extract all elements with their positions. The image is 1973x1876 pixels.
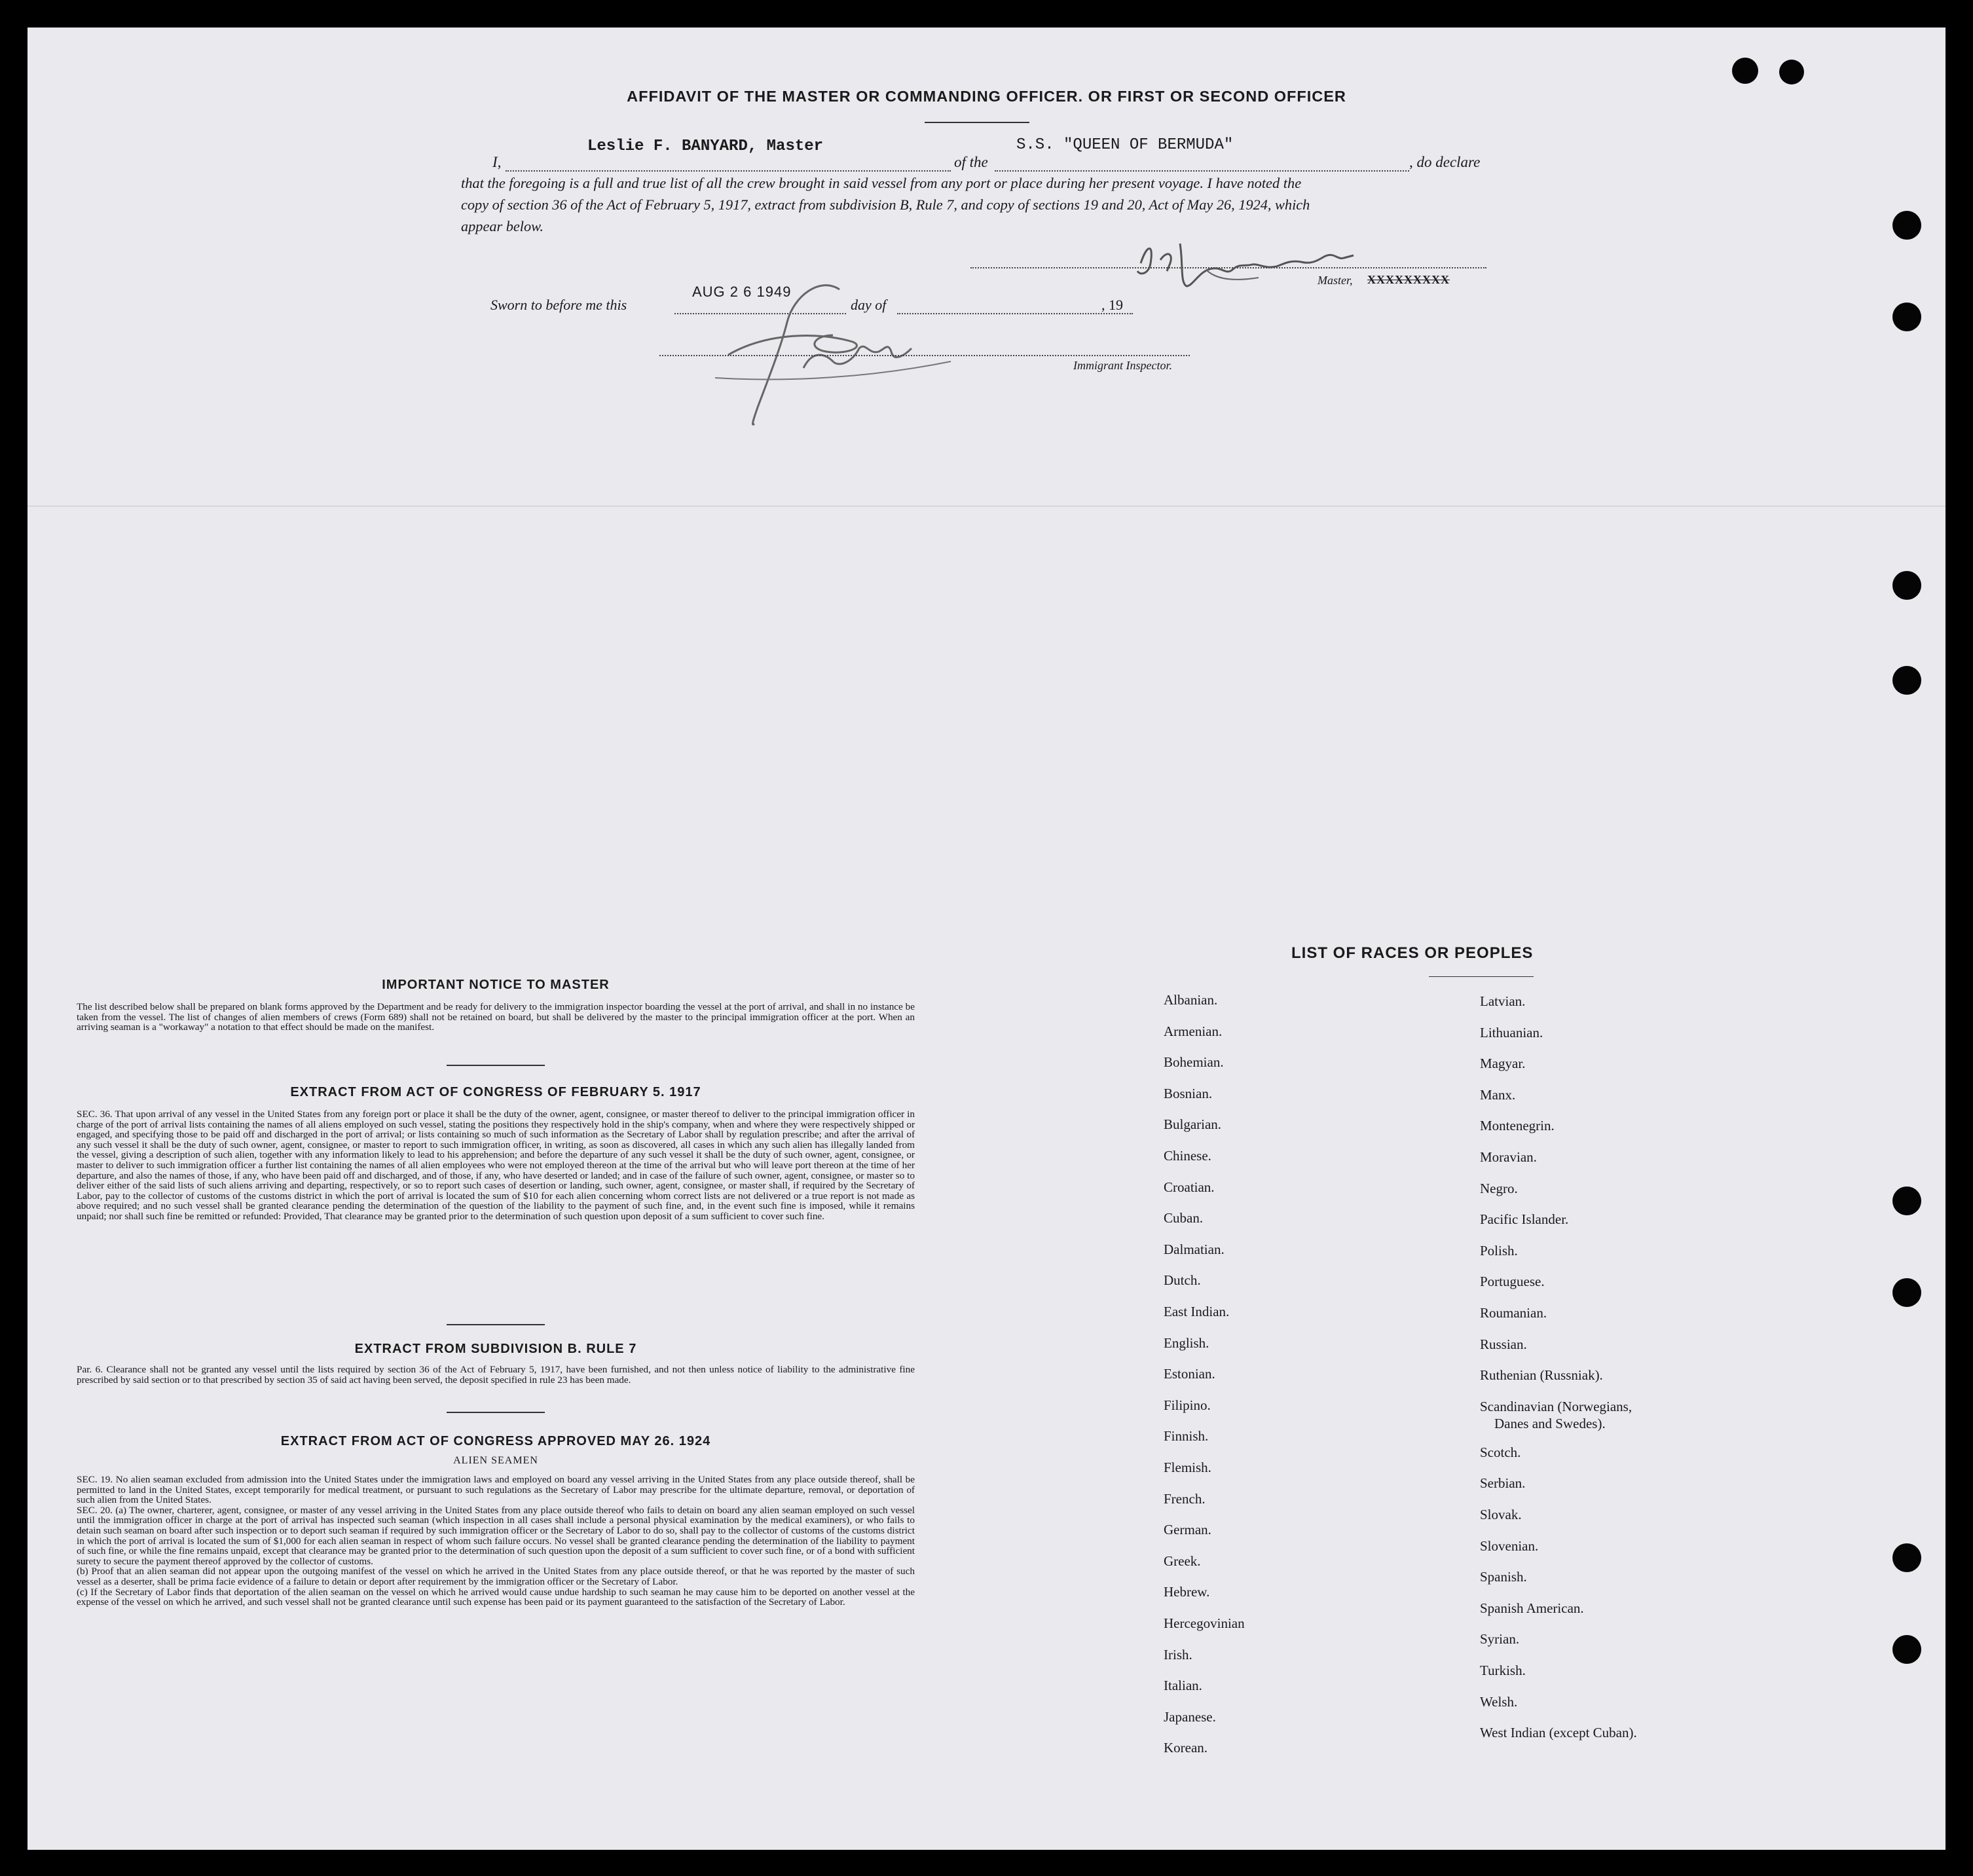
punch-hole bbox=[1892, 1635, 1921, 1664]
extract-1917-text: SEC. 36. That upon arrival of any vessel in the United States from any foreign port or place it shall be the duty of the owner, agent, consignee, or master thereof to deliver to the principal immigration officer in charge of the port of arrival lists containing the names of all aliens employed on such vessel, stating the positions they respectively hold in the ship's company, when and where they were respectively shipped or engaged, and specifying those to be paid off and discharged in the port of arrival; or lists containing so much of such information as the Secretary of Labor shall by regulation prescribe; and after the arrival of any such vessel it shall be the duty of such owner, agent, consignee, or master to report to such immigration officer, in writing, as soon as discovered, all cases in which any such alien has illegally landed from the vessel, giving a description of such alien, together with any information likely to lead to his apprehension; and before the departure of any such vessel it shall be the duty of such owner, agent, consignee, or master to deliver to such immigration officer a further list containing the names of all alien employees who were not employed thereon at the time of the arrival but who will leave port thereon at the time of her departure, and also the names of those, if any, who have been paid off and discharged, and of those, if any, who have deserted or landed; and in case of the failure of such owner, agent, consignee, or master so to deliver either of the said lists of such aliens arriving and departing, respectively, or so to report such cases of desertion or landing, such owner, agent, consignee, or master shall, if required by the Secretary of Labor, pay to the collector of customs of the customs district in which the port of arrival is located the sum of $10 for each alien concerning whom correct lists are not delivered or a true report is not made as above required; and no such vessel shall be granted clearance pending the determination of the question of the liability to the payment of such fine, and, in the event such fine is imposed, while it remains unpaid; nor shall such fine be remitted or refunded: Provided, That clearance may be granted prior to the determination of such question upon deposit of a sum sufficient to cover such fine. bbox=[77, 1109, 915, 1222]
race-item: Pacific Islander. bbox=[1480, 1211, 1569, 1227]
race-item: French. bbox=[1164, 1491, 1206, 1507]
race-item: Danes and Swedes). bbox=[1494, 1416, 1606, 1431]
race-item: Bohemian. bbox=[1164, 1054, 1224, 1070]
divider bbox=[447, 1324, 545, 1325]
race-item: Croatian. bbox=[1164, 1179, 1215, 1195]
affidavit-line-2: that the foregoing is a full and true list of all the crew brought in said vessel from any port or place during her present voyage. I have noted the bbox=[461, 175, 1302, 191]
race-item: Albanian. bbox=[1164, 992, 1218, 1008]
affidavit-line-3: copy of section 36 of the Act of February 5, 1917, extract from subdivision B, Rule 7, and copy of sections 19 and 20, Act of May 26, 1924, which bbox=[461, 196, 1310, 213]
rule7-text: Par. 6. Clearance shall not be granted any vessel until the lists required by section 36 of the Act of February 5, 1917, have been furnished, and not then unless notice of liability to the administrative fine prescribed by said section or to that prescribed by section 35 of said act having been served, the deposit specified in rule 23 has been made. bbox=[77, 1364, 915, 1386]
race-item: Chinese. bbox=[1164, 1148, 1211, 1164]
section-20a: SEC. 20. (a) The owner, charterer, agent, consignee, or master of any vessel arriving in the United States from any place outside thereof who fails to detain on board any alien seaman employed on such vessel until the immigration officer in charge at the port of arrival has inspected such seaman (which inspection in all cases shall include a personal physical examination by the medical examiners), or who fails to detain such seaman on board after such inspection or to deport such seaman if required by such immigration officer or the Secretary of Labor to do so, shall pay to the collector of customs of the customs district in which the port of arrival is located the sum of $1,000 for each alien seaman in respect of whom such failure occurs. No vessel shall be granted clearance pending the determination of the liability to payment of such fine, or while the fine remains unpaid, except that clearance may be granted prior to the determination of such question upon the deposit of a sum sufficient to cover such fine, or of a bond with sufficient surety to secure the payment thereof approved by the collector of customs. bbox=[77, 1504, 915, 1567]
punch-hole bbox=[1892, 666, 1921, 695]
race-item: Greek. bbox=[1164, 1553, 1201, 1569]
year-label: , 19 bbox=[1101, 297, 1123, 313]
punch-hole bbox=[1892, 1186, 1921, 1215]
blank-line bbox=[995, 170, 1409, 172]
rule7-title: EXTRACT FROM SUBDIVISION B. RULE 7 bbox=[354, 1342, 637, 1356]
section-20c: (c) If the Secretary of Labor finds that deportation of the alien seaman on the vessel on which he arrived would cause undue hardship to such seaman he may cause him to be deported on another vessel at the expense of the vessel on which he arrived, and such vessel shall not be granted clearance until such expense has been paid or its payment guaranteed to the satisfaction of the Secretary of Labor. bbox=[77, 1586, 915, 1608]
race-item: Lithuanian. bbox=[1480, 1025, 1543, 1040]
race-item: Slovenian. bbox=[1480, 1538, 1539, 1554]
race-item: Spanish. bbox=[1480, 1569, 1527, 1585]
race-item: Syrian. bbox=[1480, 1631, 1520, 1647]
race-item: Russian. bbox=[1480, 1336, 1527, 1352]
master-caption: Master, bbox=[1318, 274, 1353, 287]
section-20b: (b) Proof that an alien seaman did not appear upon the outgoing manifest of the vessel on which he arrived in the United States from any place outside thereof, or that he was reported by the master of such vessel as a deserter, shall be prima facie evidence of a failure to detain or deport after requirement by the immigration officer or the Secretary of Labor. bbox=[77, 1566, 915, 1587]
extract-1924-title: EXTRACT FROM ACT OF CONGRESS APPROVED MAY 26. 1924 bbox=[280, 1434, 711, 1448]
race-item: Montenegrin. bbox=[1480, 1118, 1555, 1133]
blank-line bbox=[506, 170, 951, 172]
race-item: Polish. bbox=[1480, 1243, 1518, 1259]
signature-line bbox=[659, 355, 1190, 356]
race-item: Manx. bbox=[1480, 1087, 1516, 1103]
race-item: Portuguese. bbox=[1480, 1274, 1545, 1289]
master-strikeout: XXXXXXXXX bbox=[1367, 273, 1450, 286]
declarant-name: Leslie F. BANYARD, Master bbox=[587, 138, 824, 155]
punch-hole bbox=[1892, 1543, 1921, 1572]
races-title: LIST OF RACES OR PEOPLES bbox=[1291, 944, 1534, 962]
race-item: Dalmatian. bbox=[1164, 1241, 1225, 1257]
race-item: Finnish. bbox=[1164, 1428, 1209, 1444]
extract-1917-title: EXTRACT FROM ACT OF CONGRESS OF FEBRUARY 5. 1917 bbox=[290, 1085, 701, 1099]
punch-hole bbox=[1892, 571, 1921, 600]
divider bbox=[447, 1412, 545, 1413]
do-declare-label: , do declare bbox=[1409, 154, 1481, 170]
race-item: Welsh. bbox=[1480, 1694, 1518, 1710]
race-item: Turkish. bbox=[1480, 1663, 1526, 1678]
day-of-label: day of bbox=[851, 297, 887, 313]
race-item: German. bbox=[1164, 1522, 1211, 1537]
affidavit-line-4: appear below. bbox=[461, 218, 544, 234]
section-19: SEC. 19. No alien seaman excluded from admission into the United States under the immigration laws and employed on board any vessel arriving in the United States from any place outside thereof, shall be permitted to land in the United States, except temporarily for medical treatment, or pursuant to such regulations as the Secretary of Labor may prescribe for the ultimate departure, removal, or deportation of such alien from the United States. bbox=[77, 1474, 915, 1506]
i-word: I, bbox=[492, 154, 502, 170]
punch-hole bbox=[1892, 211, 1921, 240]
race-item: Korean. bbox=[1164, 1740, 1208, 1756]
race-item: Dutch. bbox=[1164, 1272, 1201, 1288]
race-item: Moravian. bbox=[1480, 1149, 1537, 1165]
race-item: Japanese. bbox=[1164, 1709, 1216, 1725]
race-item: Scandinavian (Norwegians, bbox=[1480, 1399, 1632, 1414]
race-item: Cuban. bbox=[1164, 1210, 1204, 1226]
race-item: Latvian. bbox=[1480, 993, 1526, 1009]
inspector-caption: Immigrant Inspector. bbox=[1073, 359, 1172, 372]
race-item: Bosnian. bbox=[1164, 1086, 1213, 1101]
punch-hole bbox=[1779, 60, 1804, 84]
affidavit-title: AFFIDAVIT OF THE MASTER OR COMMANDING OFFICER. OR FIRST OR SECOND OFFICER bbox=[627, 88, 1346, 105]
race-item: Bulgarian. bbox=[1164, 1116, 1222, 1132]
race-item: Scotch. bbox=[1480, 1444, 1521, 1460]
race-item: East Indian. bbox=[1164, 1304, 1230, 1319]
fold-line bbox=[28, 506, 1945, 507]
divider bbox=[1429, 976, 1534, 977]
sworn-label: Sworn to before me this bbox=[490, 297, 627, 313]
divider bbox=[925, 122, 1029, 123]
document-page bbox=[28, 28, 1945, 1850]
vessel-name: S.S. "QUEEN OF BERMUDA" bbox=[1016, 136, 1234, 154]
race-item: Hebrew. bbox=[1164, 1584, 1210, 1600]
race-item: Filipino. bbox=[1164, 1397, 1211, 1413]
race-item: Spanish American. bbox=[1480, 1600, 1584, 1616]
race-item: Estonian. bbox=[1164, 1366, 1215, 1382]
race-item: Roumanian. bbox=[1480, 1305, 1547, 1321]
race-item: Italian. bbox=[1164, 1678, 1202, 1693]
race-item: English. bbox=[1164, 1335, 1209, 1351]
punch-hole bbox=[1732, 58, 1758, 84]
race-item: Ruthenian (Russniak). bbox=[1480, 1367, 1603, 1383]
alien-seamen-subtitle: ALIEN SEAMEN bbox=[453, 1455, 538, 1466]
punch-hole bbox=[1892, 1278, 1921, 1307]
race-item: Magyar. bbox=[1480, 1056, 1526, 1071]
race-item: Irish. bbox=[1164, 1647, 1192, 1663]
extract-1924-text bbox=[77, 1475, 915, 1608]
race-item: Flemish. bbox=[1164, 1460, 1211, 1475]
punch-hole bbox=[1892, 303, 1921, 331]
notice-text: The list described below shall be prepared on blank forms approved by the Department and be ready for delivery to the immigration inspector boarding the vessel at the port of arrival, and shall in no instance be taken from the vessel. The list of changes of alien members of crews (Form 689) shall not be retained on board, but shall be delivered by the master to the principal immigration officer at the port. When an arriving seaman is a "workaway" a notation to that effect should be made on the manifest. bbox=[77, 1001, 915, 1033]
race-item: Negro. bbox=[1480, 1181, 1518, 1196]
notice-title: IMPORTANT NOTICE TO MASTER bbox=[382, 978, 610, 992]
race-item: Armenian. bbox=[1164, 1023, 1223, 1039]
race-item: Slovak. bbox=[1480, 1507, 1522, 1522]
race-item: Serbian. bbox=[1480, 1475, 1526, 1491]
received-date-stamp: AUG 2 6 1949 bbox=[692, 284, 792, 300]
of-the-label: of the bbox=[954, 154, 988, 170]
divider bbox=[447, 1065, 545, 1066]
race-item: West Indian (except Cuban). bbox=[1480, 1725, 1637, 1740]
race-item: Hercegovinian bbox=[1164, 1615, 1245, 1631]
